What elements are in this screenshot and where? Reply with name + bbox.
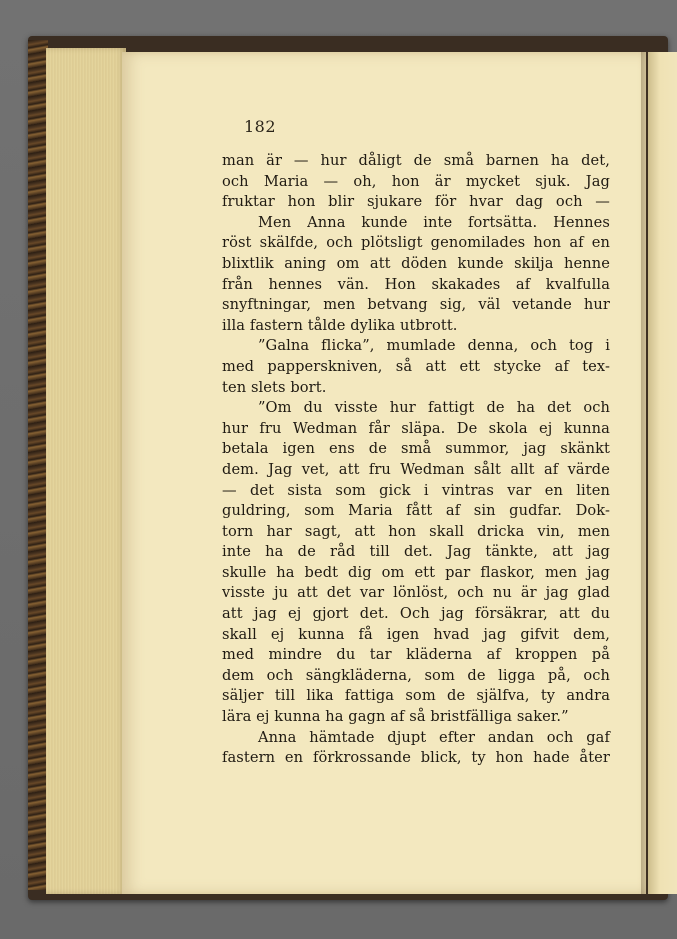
- text-line: dem och sängkläderna, som de ligga på, och: [222, 666, 610, 684]
- text-line: Men Anna kunde inte fortsätta. Hennes: [258, 213, 610, 231]
- text-line: fruktar hon blir sjukare för hvar dag och —: [222, 193, 610, 211]
- text-line: säljer till lika fattiga som de själfva, ty andra: [222, 687, 610, 705]
- text-line: med papperskniven, så att ett stycke af tex-: [222, 357, 610, 375]
- text-line: inte ha de råd till det. Jag tänkte, att jag: [222, 543, 610, 561]
- page-edges: [46, 48, 126, 894]
- text-line: fastern en förkrossande blick, ty hon hade åter: [222, 749, 610, 767]
- text-line: ”Om du visste hur fattigt de ha det och: [258, 399, 610, 417]
- marbled-edge: [28, 40, 48, 890]
- text-line: med mindre du tar kläderna af kroppen på: [222, 646, 610, 664]
- text-line: från hennes vän. Hon skakades af kvalfulla: [222, 275, 610, 293]
- page-number: 182: [244, 117, 277, 136]
- text-line: skulle ha bedt dig om ett par flaskor, men jag: [222, 563, 610, 581]
- right-page-edge: [648, 52, 677, 894]
- text-line: illa fastern tålde dylika utbrott.: [222, 316, 458, 334]
- text-line: man är — hur dåligt de små barnen ha det,: [222, 152, 610, 169]
- text-line: snyftningar, men betvang sig, väl vetande hur: [222, 296, 610, 314]
- text-line: visste ju att det var lönlöst, och nu är jag glad: [222, 584, 610, 602]
- text-line: betala igen ens de små summor, jag skänkt: [222, 440, 610, 458]
- body-text: [222, 151, 610, 769]
- text-line: torn har sagt, att hon skall dricka vin, men: [222, 522, 610, 540]
- text-line: blixtlik aning om att döden kunde skilja henne: [222, 254, 610, 272]
- text-line: hur fru Wedman får släpa. De skola ej kunna: [222, 419, 610, 437]
- text-line: ”Galna flicka”, mumlade denna, och tog i: [258, 337, 610, 355]
- text-line: ten slets bort.: [222, 378, 327, 396]
- text-line: dem. Jag vet, att fru Wedman sålt allt af värde: [222, 460, 610, 478]
- text-line: lära ej kunna ha gagn af så bristfälliga saker.”: [222, 708, 569, 726]
- text-line: Anna hämtade djupt efter andan och gaf: [258, 728, 610, 746]
- text-line: röst skälfde, och plötsligt genomilades hon af en: [222, 234, 610, 252]
- text-line: och Maria — oh, hon är mycket sjuk. Jag: [222, 172, 610, 190]
- text-line: guldring, som Maria fått af sin gudfar. Dok-: [222, 502, 610, 520]
- text-line: att jag ej gjort det. Och jag försäkrar, att du: [222, 605, 610, 623]
- text-line: skall ej kunna få igen hvad jag gifvit dem,: [222, 625, 610, 643]
- text-line: — det sista som gick i vintras var en liten: [222, 481, 610, 499]
